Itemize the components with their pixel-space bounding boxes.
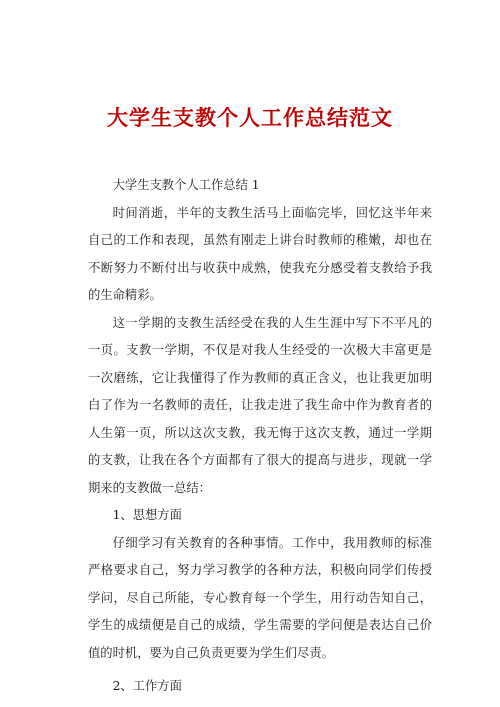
paragraph: 仔细学习有关教育的各种事情。工作中，我用教师的标准严格要求自己，努力学习教学的各种方法，积极向同学们传授学问，尽自己所能，专心教育每一个学生，用行动告知自己，学生的成绩便是自己的成绩，学生需要的学问便是表达自己价值的时机，要为自己负责更要为学生们尽责。 xyxy=(88,535,432,660)
section-heading: 2、工作方面 xyxy=(112,679,182,693)
paragraph: 时间消逝，半年的支教生活马上面临完毕，回忆这半年来自己的工作和表现，虽然有刚走上讲台时教师的稚嫩，却也在不断努力不断付出与收获中成熟，使我充分感受着支教给予我的生命精彩。 xyxy=(88,205,432,302)
section-heading: 大学生支教个人工作总结 1 xyxy=(112,178,260,192)
document-title: 大学生支教个人工作总结范文 xyxy=(107,105,393,130)
paragraph: 这一学期的支教生活经受在我的人生生涯中写下不平凡的一页。支教一学期，不仅是对我人生经受的一次极大丰富更是一次磨练，它让我懂得了作为教师的真正含义，也让我更加明白了作为一名教师的责任，让我走进了我生命中作为教育者的人生第一页，所以这次支教，我无悔于这次支教，通过一学期的支教，让我在各个方面都有了很大的提高与进步，现就一学期来的支教做一总结： xyxy=(88,315,432,495)
document-body xyxy=(88,172,432,701)
section-heading: 1、思想方面 xyxy=(112,508,182,522)
